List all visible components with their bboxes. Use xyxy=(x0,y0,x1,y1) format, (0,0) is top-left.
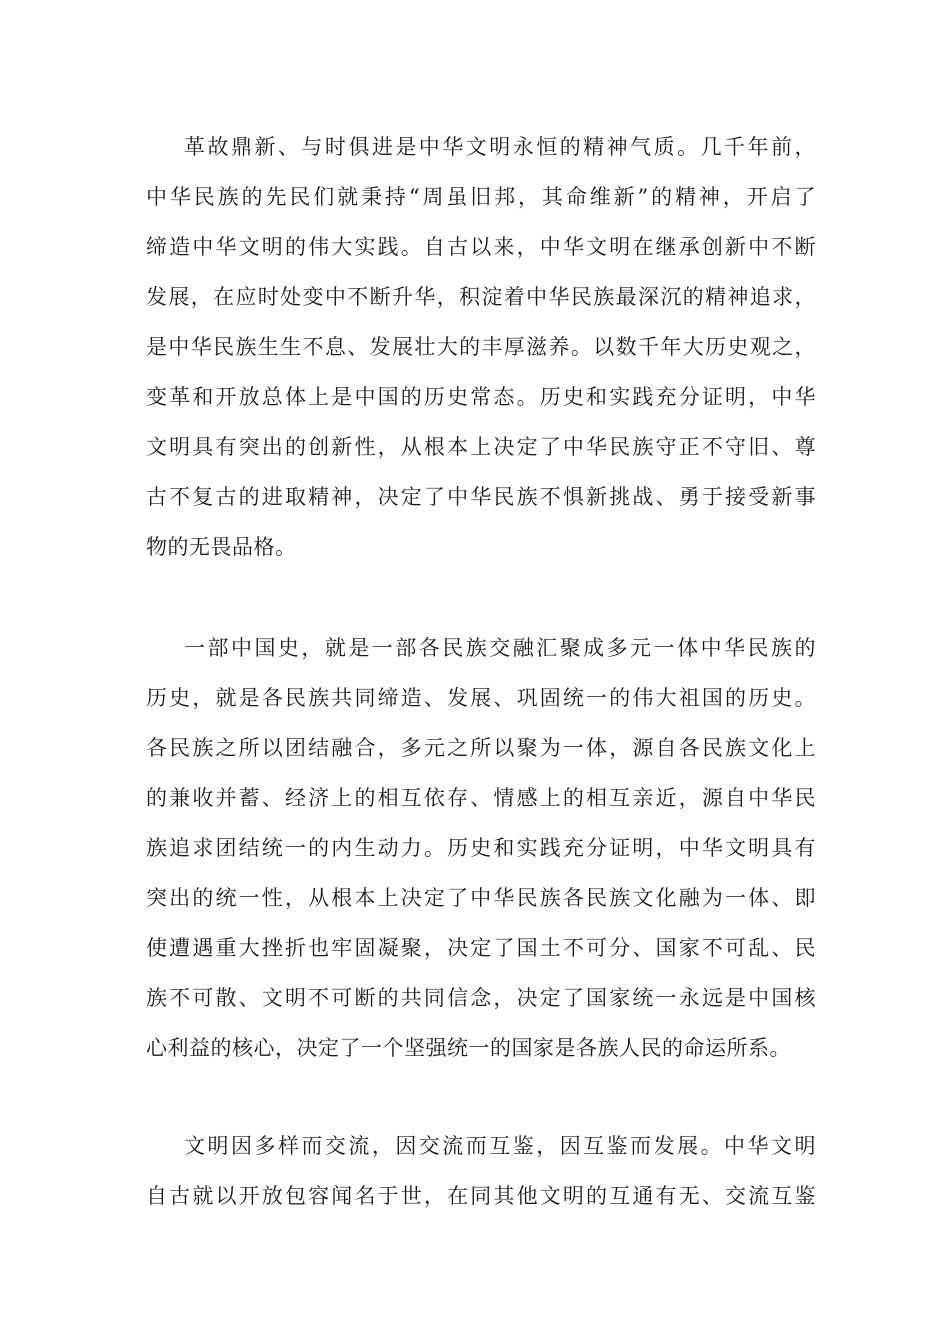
text-line: 文明因多样而交流，因交流而互鉴，因互鉴而发展。中华文明 xyxy=(184,1134,816,1158)
text-line: 中华民族的先民们就秉持“周虽旧邦，其命维新”的精神，开启了 xyxy=(146,185,816,209)
text-line: 是中华民族生生不息、发展壮大的丰厚滋养。以数千年大历史观之， xyxy=(146,335,816,359)
text-line: 自古就以开放包容闻名于世，在同其他文明的互通有无、交流互鉴 xyxy=(146,1184,816,1208)
text-line: 各民族之所以团结融合，多元之所以聚为一体，源自各民族文化上 xyxy=(146,736,816,760)
text-line: 的兼收并蓄、经济上的相互依存、情感上的相互亲近，源自中华民 xyxy=(146,786,816,810)
text-line: 一部中国史，就是一部各民族交融汇聚成多元一体中华民族的 xyxy=(184,636,816,660)
text-line: 发展，在应时处变中不断升华，积淀着中华民族最深沉的精神追求， xyxy=(146,285,816,309)
text-line: 历史，就是各民族共同缔造、发展、巩固统一的伟大祖国的历史。 xyxy=(146,686,816,710)
text-line: 变革和开放总体上是中国的历史常态。历史和实践充分证明，中华 xyxy=(146,385,816,409)
text-line: 使遭遇重大挫折也牢固凝聚，决定了国土不可分、国家不可乱、民 xyxy=(146,936,816,960)
text-line: 缔造中华文明的伟大实践。自古以来，中华文明在继承创新中不断 xyxy=(146,235,816,259)
paragraph-inclusiveness xyxy=(146,1121,816,1221)
text-line: 古不复古的进取精神，决定了中华民族不惧新挑战、勇于接受新事 xyxy=(146,485,816,509)
text-line: 族追求团结统一的内生动力。历史和实践充分证明，中华文明具有 xyxy=(146,836,816,860)
text-line: 心利益的核心，决定了一个坚强统一的国家是各族人民的命运所系。 xyxy=(146,1036,791,1060)
paragraph-innovation xyxy=(146,122,816,572)
text-line: 文明具有突出的创新性，从根本上决定了中华民族守正不守旧、尊 xyxy=(146,435,816,459)
text-line: 突出的统一性，从根本上决定了中华民族各民族文化融为一体、即 xyxy=(146,886,816,910)
text-line: 物的无畏品格。 xyxy=(146,535,297,559)
text-line: 革故鼎新、与时俱进是中华文明永恒的精神气质。几千年前， xyxy=(184,135,816,159)
paragraph-unity xyxy=(146,623,816,1073)
text-line: 族不可散、文明不可断的共同信念，决定了国家统一永远是中国核 xyxy=(146,986,816,1010)
